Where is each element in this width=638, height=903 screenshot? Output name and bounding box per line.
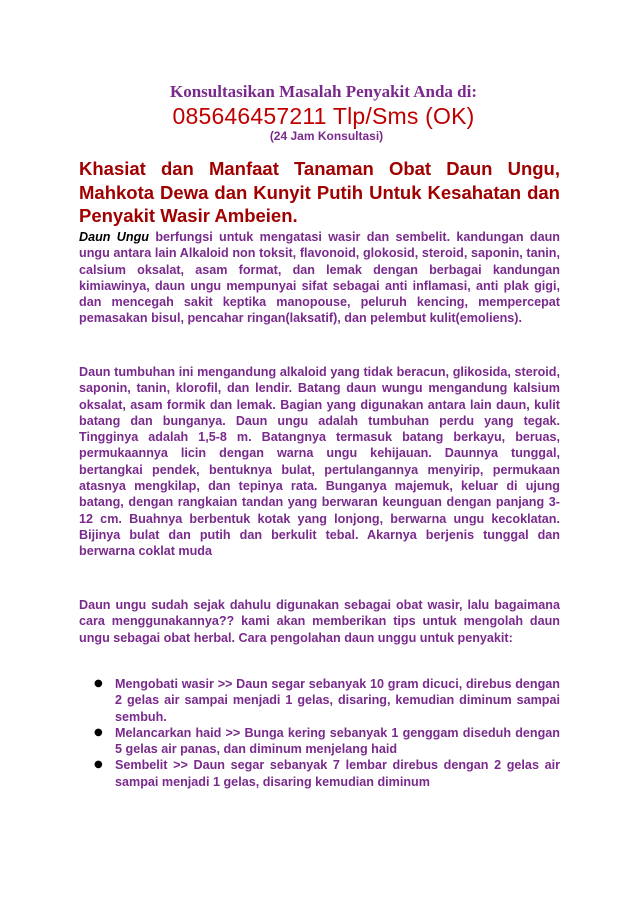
paragraph-description: Daun tumbuhan ini mengandung alkaloid yang tidak beracun, glikosida, steroid, saponin, tanin, klorofil, dan lendir. Batang daun wungu mengandung kalsium oksalat, asam formik dan lemak. Bagian yang digunakan antara lain daun, kulit batang dan bunganya. Daun ungu adalah tumbuhan perdu yang tegak. Tingginya adalah 1,5-8 m. Batangnya termasuk batang berkayu, beruas, permukaannya licin dengan warna ungu kehijauan. Daunnya tunggal, bertangkai pendek, bentuknya bulat, pertulangannya menyirip, permukaan atasnya mengkilap, dan tepinya rata. Bunganya majemuk, keluar di ujung batang, dengan rangkaian tandan yang berwaran keunguan dengan panjang 3-12 cm. Buahnya berbentuk kotak yang lonjong, berwarna ungu kecoklatan. Bijinya bulat dan putih dan berkulit tebal. Akarnya berjenis tunggal dan berwarna coklat muda [79,365,560,559]
intro-text: berfungsi untuk mengatasi wasir dan sembelit. kandungan daun ungu antara lain Alkaloid non toksit, flavonoid, glokosid, steroid, saponin, tanin, calsium oksalat, asam format, dan lemak dengan berbagai kandungan kimiawinya, daun ungu mempunyai sifat sebagai anti inflamasi, anti plak gigi, dan mencegah sakit keptika manopouse, peluruh kencing, mempercepat pemasakan bisul, pencahar ringan(laksatif), dan pelembut kulit(emoliens). [79,230,560,326]
article-title: Khasiat dan Manfaat Tanaman Obat Daun Ungu, Mahkota Dewa dan Kunyit Putih Untuk Kesahatan dan Penyakit Wasir Ambeien. [79,158,560,226]
hours-note: (24 Jam Konsultasi) [269,129,384,143]
phone-number: 085646457211 Tlp/Sms (OK) [172,103,475,129]
bullet-icon: ● [94,726,103,738]
paragraph-usage: Daun ungu sudah sejak dahulu digunakan sebagai obat wasir, lalu bagaimana cara menggunakannya?? kami akan memberikan tips untuk mengolah daun ungu sebagai obat herbal. Cara pengolahan daun unggu untuk penyakit: [79,598,560,645]
bullet-icon: ● [94,678,103,689]
list-item [79,725,560,758]
list-item-text: Melancarkan haid >> Bunga kering sebanyak 1 genggam diseduh dengan 5 gelas air panas, dan diminum menjelang haid [115,725,560,757]
list-item [79,757,560,790]
remedy-list [79,676,560,790]
consult-heading: Konsultasikan Masalah Penyakit Anda di: [169,82,478,101]
paragraph-intro [79,229,560,327]
list-item [79,676,560,725]
list-item-text: Mengobati wasir >> Daun segar sebanyak 10 gram dicuci, direbus dengan 2 gelas air sampai menjadi 1 gelas, disaring, kemudian diminum sampai sembuh. [115,677,560,724]
bullet-icon: ● [94,759,103,771]
intro-lead-term: Daun Ungu [79,230,149,244]
list-item-text: Sembelit >> Daun segar sebanyak 7 lembar direbus dengan 2 gelas air sampai menjadi 1 gelas, disaring kemudian diminum [115,758,560,789]
